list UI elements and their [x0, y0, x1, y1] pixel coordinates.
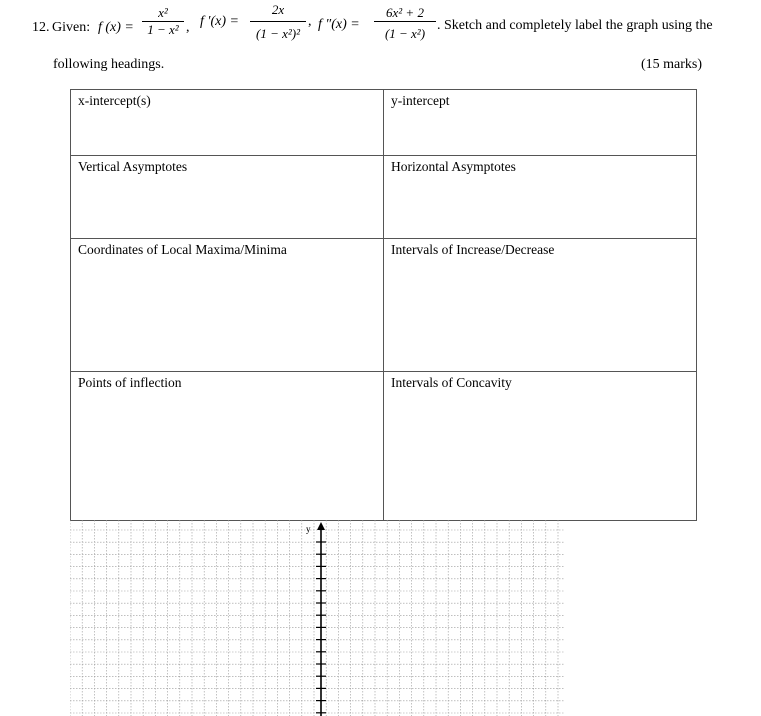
marks-label: (15 marks) [641, 57, 703, 72]
fprime-denominator: (1 − x²)² [250, 21, 306, 42]
f-label: f (x) = [98, 20, 134, 35]
y-axis-label: y [306, 524, 311, 534]
fprime-numerator: 2x [271, 2, 285, 17]
fdoubleprime-fraction [374, 5, 436, 42]
heading-label: Coordinates of Local Maxima/Minima [78, 242, 287, 257]
heading-label: y-intercept [391, 93, 450, 108]
headings-table [70, 89, 697, 521]
cell-vertical-asymptotes[interactable] [71, 156, 384, 239]
y-axis [316, 522, 326, 716]
heading-label: Vertical Asymptotes [78, 159, 188, 174]
heading-label: Intervals of Increase/Decrease [391, 242, 555, 257]
cell-horizontal-asymptotes[interactable] [384, 156, 697, 239]
f-fraction [142, 5, 184, 38]
cell-x-intercepts[interactable] [71, 90, 384, 156]
heading-label: Points of inflection [78, 375, 182, 390]
cell-concavity[interactable] [384, 372, 697, 521]
heading-label: Horizontal Asymptotes [391, 159, 516, 174]
fdoubleprime-denominator: (1 − x²) [374, 21, 436, 42]
heading-label: x-intercept(s) [78, 93, 151, 108]
f-denominator: 1 − x² [142, 21, 184, 38]
instruction-continuation: following headings. [53, 57, 165, 72]
y-axis-arrow-icon [317, 522, 325, 530]
cell-local-extrema[interactable] [71, 239, 384, 372]
given-label: Given: [52, 20, 91, 35]
cell-points-of-inflection[interactable] [71, 372, 384, 521]
question-number: 12. [32, 20, 50, 35]
fdoubleprime-numerator: 6x² + 2 [386, 5, 424, 20]
f-numerator: x² [158, 5, 168, 20]
cell-increase-decrease[interactable] [384, 239, 697, 372]
fprime-label: f ′(x) = [200, 14, 239, 29]
fprime-fraction [250, 2, 306, 42]
fdoubleprime-label: f ″(x) = [318, 17, 360, 32]
graph-paper[interactable] [70, 520, 565, 716]
heading-label: Intervals of Concavity [391, 375, 512, 390]
instruction-text: . Sketch and completely label the graph using the [437, 18, 713, 33]
cell-y-intercept[interactable] [384, 90, 697, 156]
